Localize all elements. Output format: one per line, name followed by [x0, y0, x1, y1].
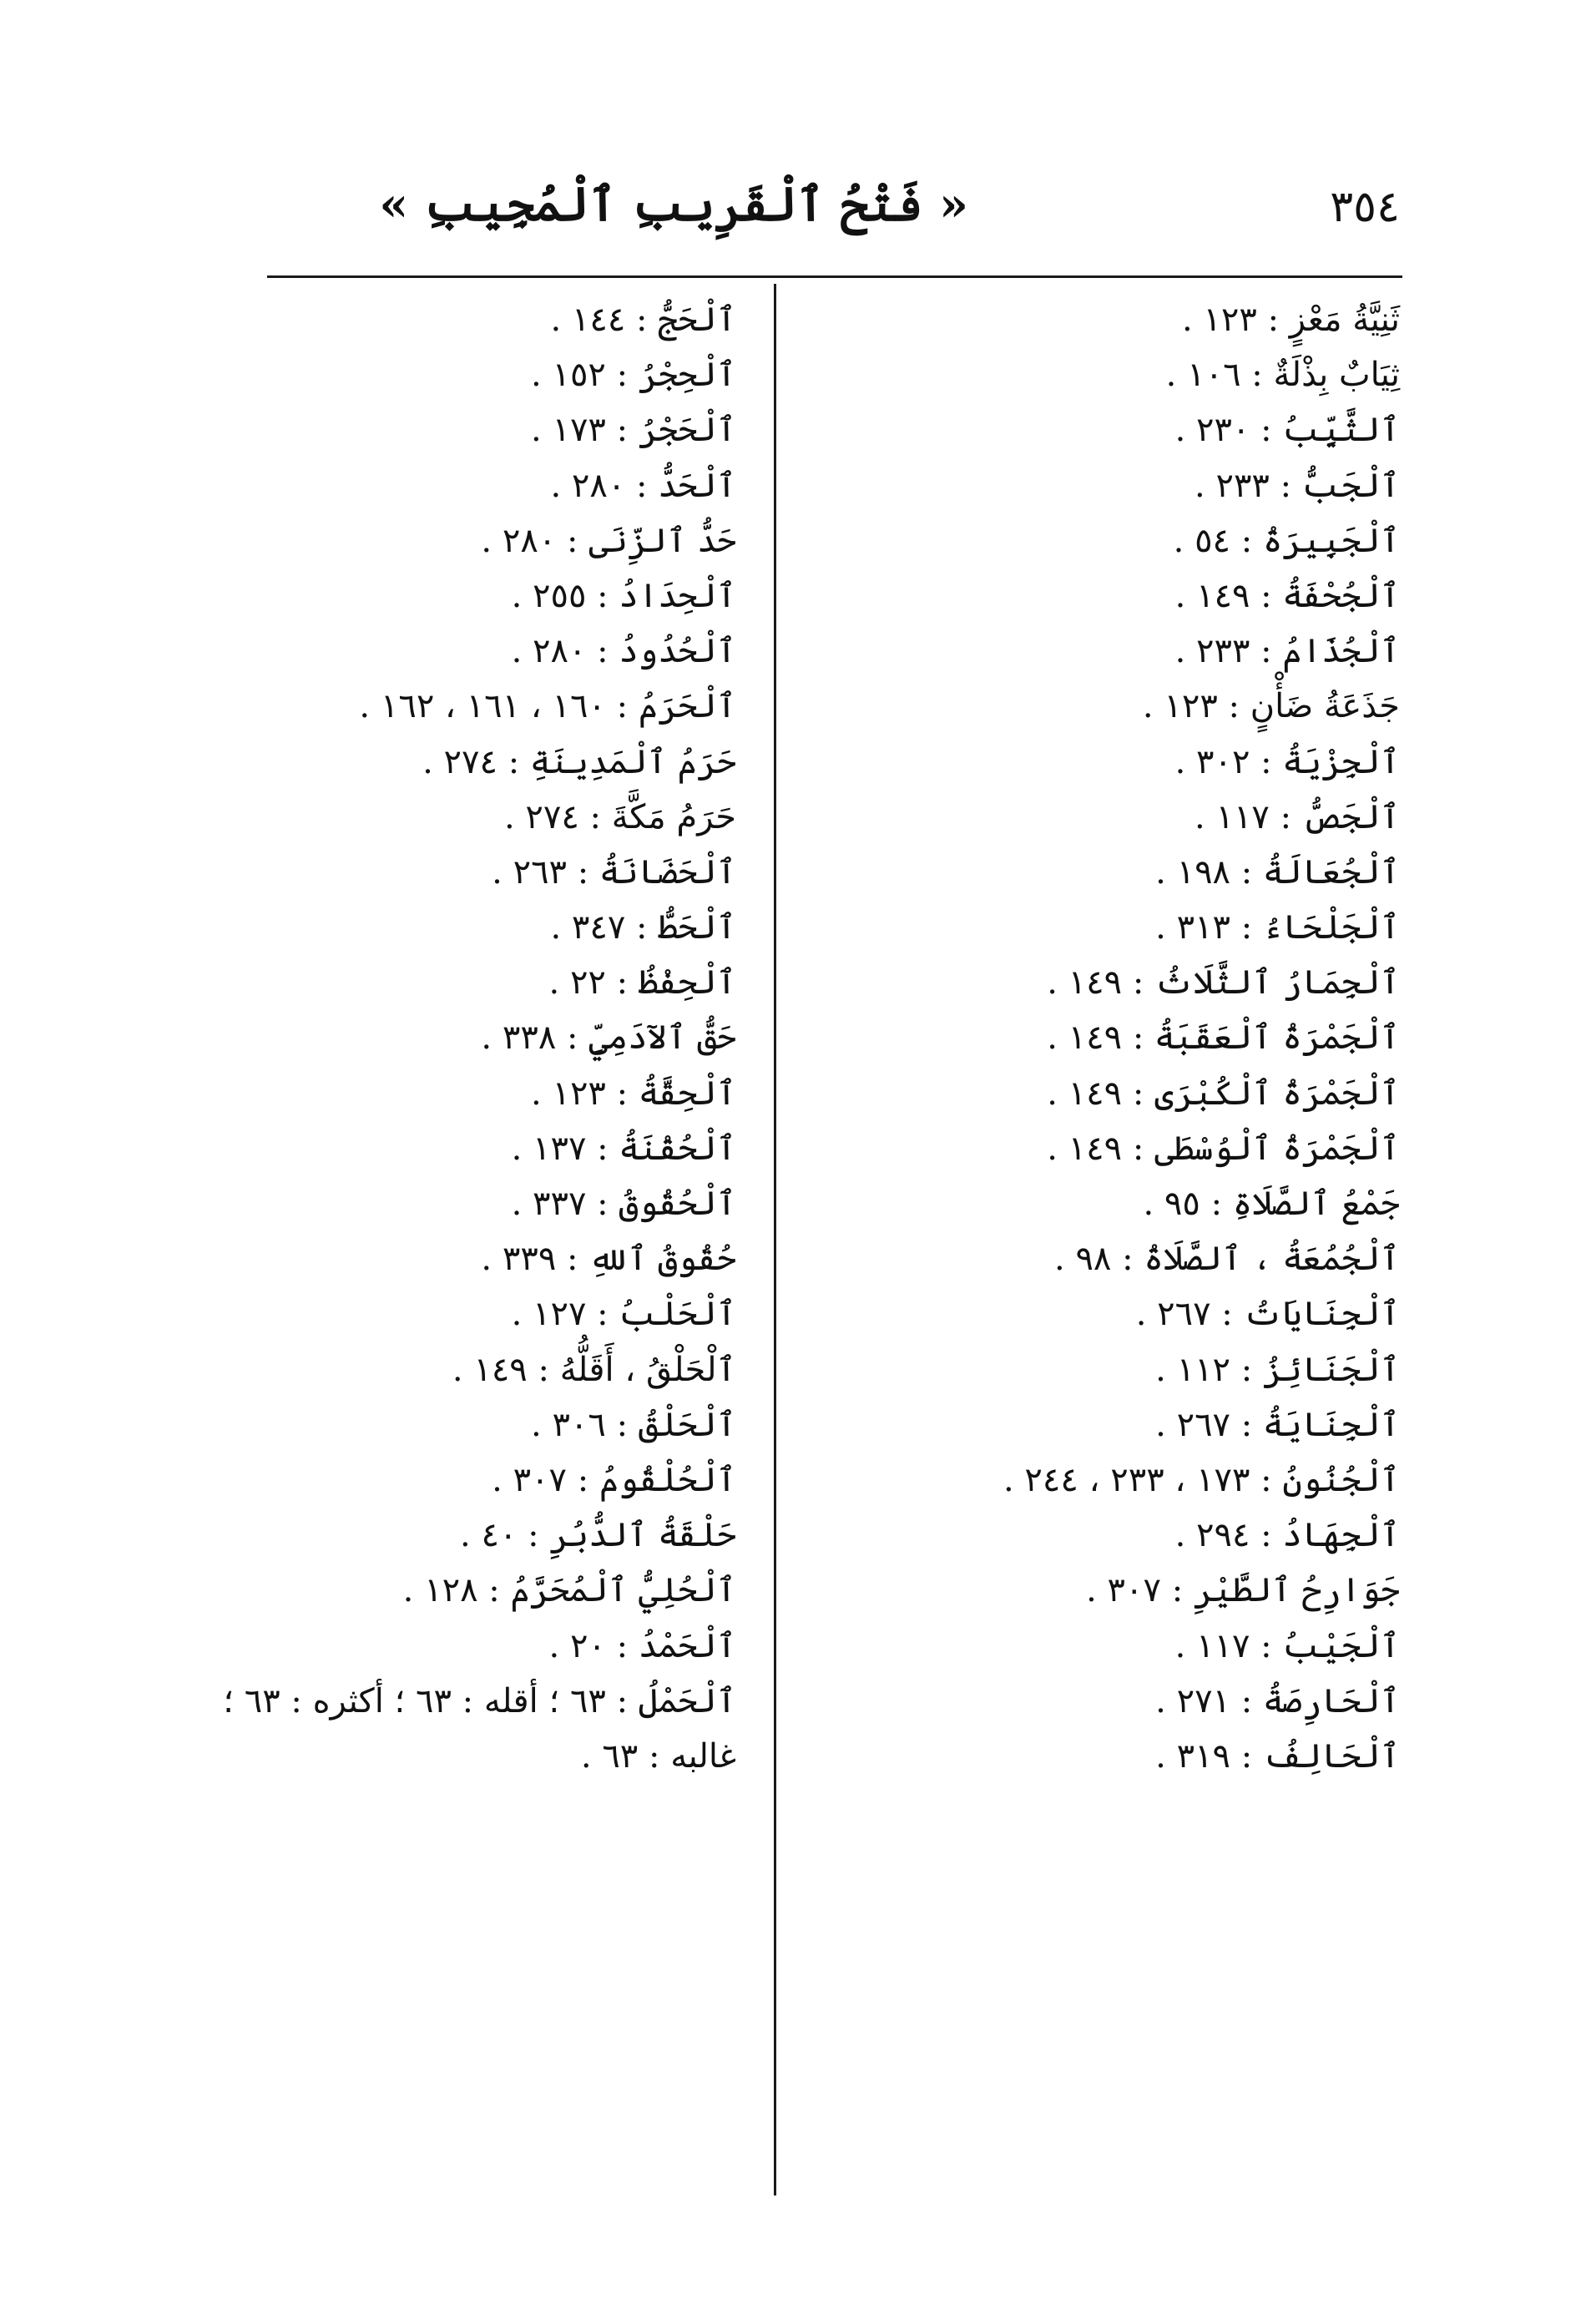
column-divider	[774, 284, 776, 2195]
index-entry: حَرَمُ مَكَّةَ : ٢٧٤ .	[503, 797, 736, 836]
index-entry: ٱلْحِقَّةُ : ١٢٣ .	[531, 1074, 736, 1113]
running-title: « فَتْحُ ٱلْقَرِيبِ ٱلْمُجِيبِ »	[379, 177, 968, 232]
index-entry: ٱلْحَارِصَةُ : ٢٧١ .	[1155, 1681, 1400, 1720]
index-entry: ٱلْجَبِيرَةُ : ٥٤ .	[1173, 521, 1400, 560]
index-entry: ٱلْحَرَمُ : ١٦٠ ، ١٦١ ، ١٦٢ .	[359, 687, 736, 726]
index-column-left	[10, 292, 736, 1784]
index-entry: ٱلْحِدَادُ : ٢٥٥ .	[511, 576, 736, 615]
index-entry: ٱلْحَمْلُ : ٦٣ ؛ أقله : ٦٣ ؛ أكثره : ٦٣ ؛	[223, 1681, 736, 1720]
index-entry: ٱلْحُقْنَةُ : ١٣٧ .	[511, 1129, 736, 1168]
index-entry: ٱلْحُلْقُومُ : ٣٠٧ .	[492, 1460, 736, 1499]
page-number: ٣٥٤	[1330, 182, 1400, 232]
index-entry: ٱلْجُمُعَةُ ، ٱلصَّلَاةُ : ٩٨ .	[1054, 1240, 1400, 1279]
index-entry: ٱلْجُنُونُ : ١٧٣ ، ٢٣٣ ، ٢٤٤ .	[1003, 1460, 1400, 1499]
index-entry: ٱلْحَضَانَةُ : ٢٦٣ .	[492, 852, 736, 892]
index-entry: حَدُّ ٱلزِّنَى : ٢٨٠ .	[481, 521, 736, 560]
index-entry: ٱلْجَمْرَةُ ٱلْوُسْطَى : ١٤٩ .	[1047, 1129, 1400, 1168]
index-entry: ٱلْحُدُودُ : ٢٨٠ .	[511, 632, 736, 671]
index-entry: جَذَعَةُ ضَأْنٍ : ١٢٣ .	[1142, 687, 1400, 726]
index-entry: ٱلْجَيْبُ : ١١٧ .	[1174, 1626, 1400, 1665]
index-entry: ٱلْحَلْقُ : ٣٠٦ .	[531, 1405, 736, 1444]
index-entry: ٱلْحِجْرُ : ١٥٢ .	[531, 356, 736, 395]
index-entry: حَرَمُ ٱلْمَدِينَةِ : ٢٧٤ .	[422, 742, 736, 781]
index-entry: ثَنِيَّةُ مَعْزٍ : ١٢٣ .	[1181, 301, 1400, 339]
index-entry: ٱلْجَمْرَةُ ٱلْكُبْرَى : ١٤٩ .	[1047, 1074, 1400, 1113]
index-entry: ٱلْجُحْفَةُ : ١٤٩ .	[1174, 576, 1400, 615]
index-entry: ٱلْجَبُّ : ٢٣٣ .	[1194, 466, 1400, 505]
index-entry: ٱلْحَمْدُ : ٢٠ .	[548, 1626, 736, 1665]
index-entry: ٱلْحِفْظُ : ٢٢ .	[548, 963, 736, 1003]
index-column-right	[857, 292, 1400, 1784]
index-entry: ٱلثَّيِّبُ : ٢٣٠ .	[1174, 411, 1400, 450]
index-entry: غالبه : ٦٣ .	[580, 1736, 736, 1776]
index-entry: حُقُوقُ ٱللهِ : ٣٣٩ .	[481, 1240, 736, 1279]
index-entry: ٱلْحَدُّ : ٢٨٠ .	[550, 466, 736, 505]
index-entry: ٱلْجَصُّ : ١١٧ .	[1194, 797, 1400, 836]
index-entry: ٱلْحَجْرُ : ١٧٣ .	[531, 411, 736, 450]
index-entry: ٱلْحَجُّ : ١٤٤ .	[550, 301, 736, 339]
index-entry: ثِيَابٌ بِذْلَةٌ : ١٠٦ .	[1165, 356, 1400, 395]
index-entry: ٱلْجِهَادُ : ٢٩٤ .	[1174, 1516, 1400, 1555]
index-entry: ٱلْحَالِفُ : ٣١٩ .	[1155, 1736, 1400, 1776]
index-entry: ٱلْجَنَائِزُ : ١١٢ .	[1155, 1350, 1400, 1389]
index-entry: حَقُّ ٱلآدَمِيِّ : ٣٣٨ .	[481, 1018, 736, 1058]
index-entry: ٱلْجِمَارُ ٱلثَّلَاثُ : ١٤٩ .	[1047, 963, 1400, 1003]
index-entry: ٱلْجُعَالَةُ : ١٩٨ .	[1155, 852, 1400, 892]
index-entry: ٱلْجُذَامُ : ٢٣٣ .	[1174, 632, 1400, 671]
header-rule	[267, 275, 1402, 278]
index-entry: ٱلْجِنَايَاتُ : ٢٦٧ .	[1135, 1295, 1400, 1334]
index-entry: حَلْقَةُ ٱلدُّبُرِ : ٤٠ .	[460, 1516, 736, 1555]
index-entry: ٱلْجَلْحَاءُ : ٣١٣ .	[1155, 908, 1400, 947]
index-entry: ٱلْحُلِيُّ ٱلْمُحَرَّمُ : ١٢٨ .	[402, 1571, 736, 1610]
index-entry: ٱلْجِنَايَةُ : ٢٦٧ .	[1155, 1405, 1400, 1444]
index-entry: ٱلْحَلْبُ : ١٢٧ .	[511, 1295, 736, 1334]
index-entry: جَوَارِحُ ٱلطَّيْرِ : ٣٠٧ .	[1086, 1571, 1400, 1610]
index-entry: ٱلْجَمْرَةُ ٱلْعَقَبَةُ : ١٤٩ .	[1047, 1018, 1400, 1058]
index-entry: ٱلْحَلْقُ ، أَقَلُّهُ : ١٤٩ .	[452, 1350, 736, 1389]
index-entry: ٱلْحُقُوقُ : ٣٣٧ .	[511, 1185, 736, 1223]
index-entry: جَمْعُ ٱلصَّلَاةِ : ٩٥ .	[1143, 1185, 1400, 1223]
index-entry: ٱلْجِزْيَةُ : ٣٠٢ .	[1174, 742, 1400, 781]
index-entry: ٱلْحَطُّ : ٣٤٧ .	[550, 908, 736, 947]
